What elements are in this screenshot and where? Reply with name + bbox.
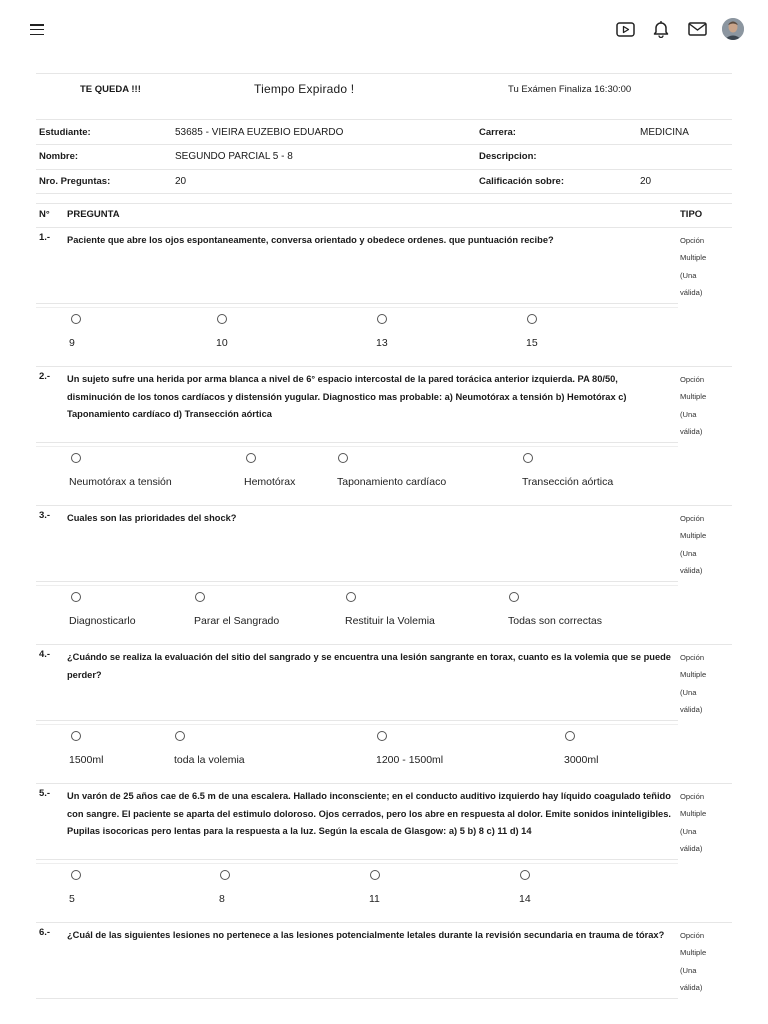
type-line: (Una (680, 409, 697, 419)
option-label[interactable]: Taponamiento cardíaco (337, 476, 447, 488)
option-radio[interactable] (71, 453, 81, 463)
option-label[interactable]: Hemotórax (244, 476, 296, 488)
option-label[interactable]: Transección aórtica (522, 476, 614, 488)
question-type (680, 649, 730, 718)
student-label: Estudiante: (36, 120, 172, 145)
type-line: (Una (680, 687, 697, 697)
exam-info-table (36, 120, 732, 194)
divider (36, 859, 678, 860)
option-radio[interactable] (565, 731, 575, 741)
info-row (36, 169, 732, 194)
option-label[interactable]: 9 (69, 337, 75, 349)
option-radio[interactable] (71, 592, 81, 602)
type-line: válida) (680, 704, 703, 714)
mail-icon[interactable] (686, 18, 708, 40)
option-label[interactable]: Neumotórax a tensión (69, 476, 172, 488)
option-label[interactable]: Todas son correctas (508, 615, 602, 627)
option-label[interactable]: 1500ml (69, 754, 104, 766)
divider (36, 720, 678, 721)
career-label: Carrera: (476, 120, 637, 145)
option-radio[interactable] (71, 314, 81, 324)
divider (36, 307, 678, 308)
option-radio[interactable] (71, 870, 81, 880)
question-type (680, 510, 730, 579)
option-radio[interactable] (527, 314, 537, 324)
option-label[interactable]: toda la volemia (174, 754, 245, 766)
divider (36, 194, 732, 204)
exam-end-time: Tu Exámen Finaliza 16:30:00 (508, 84, 632, 95)
question-item (36, 923, 732, 1011)
divider (36, 303, 678, 304)
youtube-icon[interactable] (614, 18, 636, 40)
option-label[interactable]: Restituir la Volemia (345, 615, 435, 627)
option-radio[interactable] (523, 453, 533, 463)
type-line: válida) (680, 287, 703, 297)
question-text: ¿Cuándo se realiza la evaluación del sitio del sangrado y se encuentra una lesión sangrante en torax, cuanto es la volemia que se puede perder? (67, 652, 671, 680)
type-line: válida) (680, 565, 703, 575)
top-bar (0, 0, 768, 62)
option-label[interactable]: 14 (519, 893, 531, 905)
type-line: Opción (680, 236, 705, 245)
type-line: Multiple (680, 253, 707, 263)
career-value: MEDICINA (637, 120, 732, 145)
divider (36, 581, 678, 582)
top-icons (600, 18, 744, 40)
option-radio[interactable] (520, 870, 530, 880)
question-number: 2.- (39, 371, 51, 382)
option-radio[interactable] (377, 731, 387, 741)
option-radio[interactable] (71, 731, 81, 741)
type-line: (Una (680, 270, 697, 280)
question-text: Paciente que abre los ojos espontaneamente, conversa orientado y obedece ordenes. que puntuación recibe? (67, 235, 554, 245)
question-type (680, 371, 730, 440)
user-avatar[interactable] (722, 18, 744, 40)
option-label[interactable]: Diagnosticarlo (69, 615, 136, 627)
option-label[interactable]: Parar el Sangrado (194, 615, 280, 627)
type-line: válida) (680, 426, 703, 436)
question-type (680, 927, 730, 996)
option-radio[interactable] (246, 453, 256, 463)
option-radio[interactable] (175, 731, 185, 741)
type-line: Opción (680, 792, 705, 801)
question-number: 6.- (39, 927, 51, 938)
divider (36, 585, 678, 586)
type-line: Multiple (680, 392, 707, 402)
divider (36, 998, 678, 999)
bell-icon[interactable] (650, 18, 672, 40)
divider (36, 442, 678, 443)
option-label[interactable]: 10 (216, 337, 228, 349)
option-label[interactable]: 1200 - 1500ml (376, 754, 444, 766)
question-item (36, 645, 732, 784)
questions-count-value: 20 (172, 169, 476, 194)
option-radio[interactable] (370, 870, 380, 880)
header-question: PREGUNTA (67, 209, 120, 220)
question-number: 4.- (39, 649, 51, 660)
option-radio[interactable] (346, 592, 356, 602)
exam-content (36, 73, 732, 1011)
info-row (36, 120, 732, 145)
question-text: Un varón de 25 años cae de 6.5 m de una escalera. Hallado inconsciente; en el conducto auditivo izquierdo hay líquido coagulado teñido con sangre. El paciente se aparta del estimulo doloroso. Ojos cerrados, pero los abre en respuesta al dolor. Emite sonidos ininteligibles. Pupilas isocoricas pero lentas para la respuesta a la luz. Según la escala de Glasgow: a) 5 b) 8 c) 11 d) 14 (67, 791, 671, 836)
type-line: (Una (680, 826, 697, 836)
option-radio[interactable] (338, 453, 348, 463)
option-radio[interactable] (217, 314, 227, 324)
divider (36, 863, 678, 864)
description-label: Descripcion: (476, 145, 637, 170)
option-label[interactable]: 15 (526, 337, 538, 349)
option-label[interactable]: 11 (369, 893, 380, 905)
type-line: válida) (680, 982, 703, 992)
timer-status: Tiempo Expirado ! (254, 82, 355, 96)
option-radio[interactable] (377, 314, 387, 324)
question-text: ¿Cuál de las siguientes lesiones no pertenece a las lesiones potencialmente letales durante la revisión secundaria en trauma de tórax? (67, 930, 665, 940)
question-number: 5.- (39, 788, 51, 799)
questions-count-label: Nro. Preguntas: (36, 169, 172, 194)
type-line: Multiple (680, 531, 707, 541)
type-line: Opción (680, 931, 705, 940)
type-line: Multiple (680, 948, 707, 958)
option-radio[interactable] (220, 870, 230, 880)
option-label[interactable]: 8 (219, 893, 225, 905)
question-text: Un sujeto sufre una herida por arma blanca a nivel de 6° espacio intercostal de la pared torácica anterior izquierda. PA 80/50, disminución de los tonos cardíacos y distensión yugular. Diagnostico mas probable: a) Neumotórax a tensión b) Hemotórax c) Taponamiento cardíaco d) Transección aórtica (67, 374, 627, 419)
header-number: N° (39, 209, 50, 220)
question-item (36, 784, 732, 923)
question-item (36, 228, 732, 367)
type-line: Opción (680, 653, 705, 662)
question-type (680, 788, 730, 857)
divider (36, 446, 678, 447)
option-label[interactable]: 3000ml (564, 754, 599, 766)
type-line: (Una (680, 965, 697, 975)
question-type (680, 232, 730, 301)
info-row (36, 145, 732, 170)
time-remaining-label: TE QUEDA !!! (80, 84, 141, 95)
question-number: 1.- (39, 232, 51, 243)
option-label[interactable]: 13 (376, 337, 388, 349)
question-item (36, 367, 732, 506)
header-type: TIPO (680, 209, 703, 220)
score-value: 20 (637, 169, 732, 194)
type-line: Opción (680, 375, 705, 384)
student-value: 53685 - VIEIRA EUZEBIO EDUARDO (172, 120, 476, 145)
question-item (36, 506, 732, 645)
question-number: 3.- (39, 510, 51, 521)
option-radio[interactable] (195, 592, 205, 602)
type-line: válida) (680, 843, 703, 853)
option-radio[interactable] (509, 592, 519, 602)
score-label: Calificación sobre: (476, 169, 637, 194)
questions-table-header (36, 204, 732, 228)
type-line: Multiple (680, 809, 707, 819)
type-line: Multiple (680, 670, 707, 680)
exam-header (36, 73, 732, 120)
name-value: SEGUNDO PARCIAL 5 - 8 (172, 145, 476, 170)
name-label: Nombre: (36, 145, 172, 170)
hamburger-icon[interactable] (30, 24, 44, 36)
divider (36, 724, 678, 725)
description-value (637, 145, 732, 170)
option-label[interactable]: 5 (69, 893, 75, 905)
question-text: Cuales son las prioridades del shock? (67, 513, 237, 523)
type-line: (Una (680, 548, 697, 558)
type-line: Opción (680, 514, 705, 523)
